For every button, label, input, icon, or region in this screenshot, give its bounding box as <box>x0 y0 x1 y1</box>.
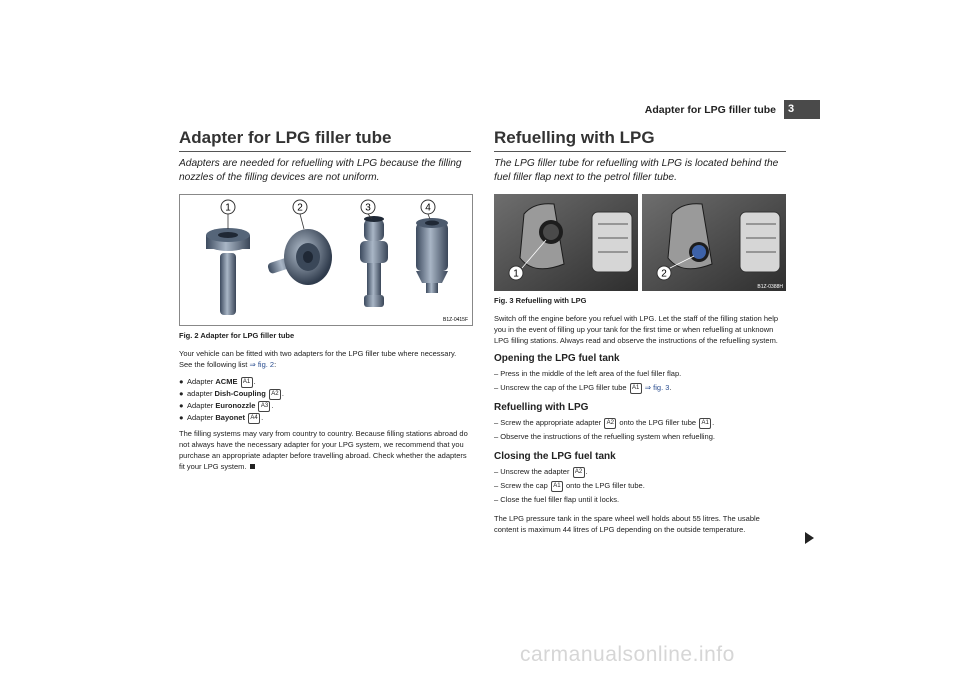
lead-text-adapter: Adapters are needed for refuelling with LPG because the filling nozzles of the filling devices are not uniform. <box>179 158 462 183</box>
step-item: – Screw the cap A1 onto the LPG filler tube. <box>494 481 645 490</box>
svg-text:3: 3 <box>365 202 371 214</box>
closing-paragraph: The LPG pressure tank in the spare wheel well holds about 55 litres. The usable content is maximum 44 litres of LPG depending on the outside temperature. <box>494 514 760 534</box>
figure-code: B1Z-0388H <box>757 284 783 290</box>
callout-4 <box>421 200 435 219</box>
step-item: – Observe the instructions of the refuelling system when refuelling. <box>494 432 715 441</box>
adapters-illustration <box>180 195 472 325</box>
figure-caption: Fig. 3 Refuelling with LPG <box>494 296 587 305</box>
step-item: – Press in the middle of the left area of the fuel filler flap. <box>494 369 682 378</box>
next-page-arrow-icon[interactable] <box>805 532 814 544</box>
svg-text:2: 2 <box>297 202 303 214</box>
callout-badge: A2 <box>269 389 281 400</box>
list-item: ● Adapter ACME A1 . <box>179 377 256 386</box>
adapter-list <box>179 376 471 424</box>
figure-adapters <box>179 194 473 326</box>
svg-text:1: 1 <box>225 202 231 214</box>
step-item: – Close the fuel filler flap until it locks. <box>494 495 620 504</box>
section-heading-refuelling: Refuelling with LPG <box>494 128 786 152</box>
adapter-dish-coupling <box>267 229 332 285</box>
callout-badge: A3 <box>258 401 270 412</box>
left-column <box>179 128 471 478</box>
callout-badge: A1 <box>630 383 642 394</box>
figure-link[interactable]: ⇒ fig. 2 <box>249 360 275 369</box>
step-item: – Screw the appropriate adapter A2 onto the LPG filler tube A1 . <box>494 418 715 427</box>
callout-2 <box>293 200 307 229</box>
callout-badge: A1 <box>241 377 253 388</box>
callout-badge: A2 <box>573 467 585 478</box>
section-heading-adapter: Adapter for LPG filler tube <box>179 128 471 152</box>
intro-paragraph: Switch off the engine before you refuel with LPG. Let the staff of the filling station help you in the event of filling up your tank for the first time or when refuelling at unknown LPG filling stations. Always read and observe the instructions of the refuelling system. <box>494 314 779 345</box>
end-of-section-marker <box>250 464 255 469</box>
step-item: – Unscrew the adapter A2 . <box>494 467 588 476</box>
subheading-opening: Opening the LPG fuel tank <box>494 353 620 364</box>
refuelling-illustration <box>494 194 786 291</box>
callout-badge: A2 <box>604 418 616 429</box>
right-column <box>494 128 786 541</box>
subheading-closing: Closing the LPG fuel tank <box>494 451 616 462</box>
svg-text:1: 1 <box>513 268 519 280</box>
svg-text:2: 2 <box>661 268 667 280</box>
list-item: ● Adapter Euronozzle A3 . <box>179 401 274 410</box>
adapter-bayonet <box>416 218 448 293</box>
closing-paragraph: The filling systems may vary from country to country. Because filling stations abroad do not always have the necessary adapter for your LPG system, we recommend that you purchase an appropriate adapter before travelling abroad. Check whether the adapters fit your LPG system. <box>179 429 468 471</box>
list-item: ● Adapter Bayonet A4 . <box>179 413 264 422</box>
figure-link[interactable]: ⇒ fig. 3 <box>644 383 670 392</box>
list-item: ● adapter Dish-Coupling A2 . <box>179 389 284 398</box>
page-number: 3 <box>784 100 820 119</box>
callout-badge: A1 <box>699 418 711 429</box>
figure-refuelling <box>494 194 786 291</box>
adapter-euronozzle <box>360 216 388 307</box>
step-item: – Unscrew the cap of the LPG filler tube A1 ⇒ fig. 3. <box>494 383 672 392</box>
callout-1 <box>221 200 235 229</box>
svg-text:4: 4 <box>425 202 431 214</box>
running-header-title: Adapter for LPG filler tube <box>644 104 776 116</box>
watermark: carmanualsonline.info <box>520 643 735 666</box>
intro-paragraph: Your vehicle can be fitted with two adapters for the LPG filler tube where necessary. See the following list ⇒ fig. 2: <box>179 349 457 369</box>
callout-badge: A1 <box>551 481 563 492</box>
figure-code: B1Z-0415F <box>442 317 468 323</box>
subheading-refuelling: Refuelling with LPG <box>494 402 589 413</box>
callout-badge: A4 <box>248 413 260 424</box>
adapter-acme <box>206 228 250 315</box>
lead-text-refuelling: The LPG filler tube for refuelling with LPG is located behind the fuel filler flap next to the petrol filler tube. <box>494 158 779 183</box>
figure-caption: Fig. 2 Adapter for LPG filler tube <box>179 331 295 340</box>
